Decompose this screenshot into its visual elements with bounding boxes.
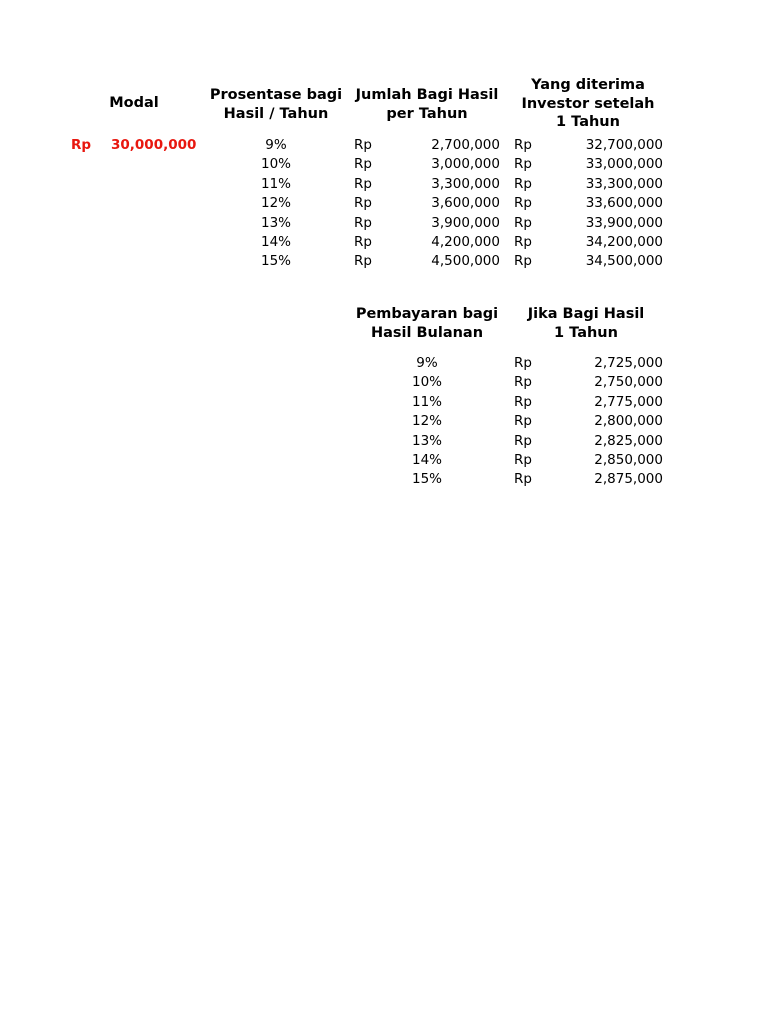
diterima-cell: 34,200,000 — [585, 234, 663, 250]
pct-cell: 15% — [411, 471, 442, 488]
pct-cell: 11% — [411, 393, 442, 410]
rp-cell: Rp — [514, 214, 532, 231]
table-row — [0, 194, 768, 213]
header-diterima — [512, 76, 664, 132]
header-diterima-line1: Yang diterima — [531, 77, 645, 93]
diterima-cell: 32,700,000 — [585, 137, 663, 153]
rp-cell: Rp — [354, 137, 372, 153]
jumlah-cell: 3,900,000 — [431, 214, 500, 231]
pct-cell: 11% — [260, 175, 291, 192]
rp-cell: Rp — [354, 234, 372, 250]
pct-cell: 12% — [411, 413, 442, 430]
pct-cell: 10% — [411, 374, 442, 391]
amount-cell: 2,750,000 — [594, 374, 663, 391]
table-row — [0, 451, 768, 470]
modal-amount: 30,000,000 — [111, 137, 197, 153]
header-jika-line1: Jika Bagi Hasil — [527, 306, 645, 322]
table-row — [0, 136, 768, 155]
rp-cell: Rp — [514, 413, 532, 430]
table-row — [0, 175, 768, 194]
rp-cell: Rp — [514, 452, 532, 468]
amount-cell: 2,800,000 — [594, 413, 663, 430]
rp-cell: Rp — [354, 156, 372, 173]
rp-cell: Rp — [514, 175, 532, 192]
rp-cell: Rp — [354, 253, 372, 270]
pct-cell: 9% — [416, 355, 438, 371]
diterima-cell: 33,000,000 — [585, 156, 663, 173]
header-prosentase — [200, 86, 352, 123]
table-row — [0, 252, 768, 271]
rp-cell: Rp — [514, 195, 532, 212]
jumlah-cell: 4,500,000 — [431, 253, 500, 270]
diterima-cell: 33,300,000 — [585, 175, 663, 192]
rp-cell: Rp — [514, 253, 532, 270]
header-jika — [510, 305, 662, 342]
table-row — [0, 233, 768, 252]
jumlah-cell: 3,300,000 — [431, 175, 500, 192]
pct-cell: 12% — [260, 195, 291, 212]
diterima-cell: 33,600,000 — [585, 195, 663, 212]
header-jika-line2: 1 Tahun — [554, 324, 618, 341]
diterima-cell: 33,900,000 — [585, 214, 663, 231]
jumlah-cell: 2,700,000 — [431, 137, 500, 153]
header-prosentase-line1: Prosentase bagi — [209, 87, 343, 103]
rp-cell: Rp — [354, 214, 372, 231]
header-prosentase-line2: Hasil / Tahun — [223, 105, 329, 122]
table-row — [0, 393, 768, 412]
rp-cell: Rp — [514, 137, 532, 153]
rp-cell: Rp — [514, 234, 532, 250]
amount-cell: 2,850,000 — [594, 452, 663, 468]
rp-cell: Rp — [514, 156, 532, 173]
table-row — [0, 412, 768, 431]
table-row — [0, 214, 768, 233]
header-pembayaran-line1: Pembayaran bagi — [355, 306, 499, 322]
table-row — [0, 432, 768, 451]
table-row — [0, 354, 768, 373]
amount-cell: 2,775,000 — [594, 393, 663, 410]
jumlah-cell: 3,600,000 — [431, 195, 500, 212]
rp-cell: Rp — [354, 195, 372, 212]
header-jumlah-line1: Jumlah Bagi Hasil — [355, 87, 499, 103]
rp-cell: Rp — [514, 355, 532, 371]
table-row — [0, 373, 768, 392]
header-jumlah — [350, 86, 504, 123]
amount-cell: 2,825,000 — [594, 432, 663, 449]
header-pembayaran-line2: Hasil Bulanan — [370, 324, 484, 341]
amount-cell: 2,875,000 — [594, 471, 663, 488]
jumlah-cell: 4,200,000 — [431, 234, 500, 250]
pct-cell: 13% — [260, 214, 291, 231]
header-diterima-line2: Investor setelah — [521, 95, 655, 112]
jumlah-cell: 3,000,000 — [431, 156, 500, 173]
header-modal-text: Modal — [109, 95, 159, 111]
header-jumlah-line2: per Tahun — [386, 105, 468, 122]
pct-cell: 9% — [265, 137, 287, 153]
rp-cell: Rp — [514, 471, 532, 488]
table-row — [0, 470, 768, 489]
modal-currency: Rp — [71, 137, 92, 153]
diterima-cell: 34,500,000 — [585, 253, 663, 270]
pct-cell: 10% — [260, 156, 291, 173]
header-diterima-line3: 1 Tahun — [556, 114, 620, 130]
pct-cell: 14% — [411, 452, 442, 468]
rp-cell: Rp — [514, 393, 532, 410]
rp-cell: Rp — [514, 374, 532, 391]
rp-cell: Rp — [354, 175, 372, 192]
header-modal — [104, 94, 164, 113]
rp-cell: Rp — [514, 432, 532, 449]
amount-cell: 2,725,000 — [594, 355, 663, 371]
pct-cell: 13% — [411, 432, 442, 449]
header-pembayaran — [350, 305, 504, 342]
pct-cell: 15% — [260, 253, 291, 270]
table-row — [0, 155, 768, 174]
pct-cell: 14% — [260, 234, 291, 250]
